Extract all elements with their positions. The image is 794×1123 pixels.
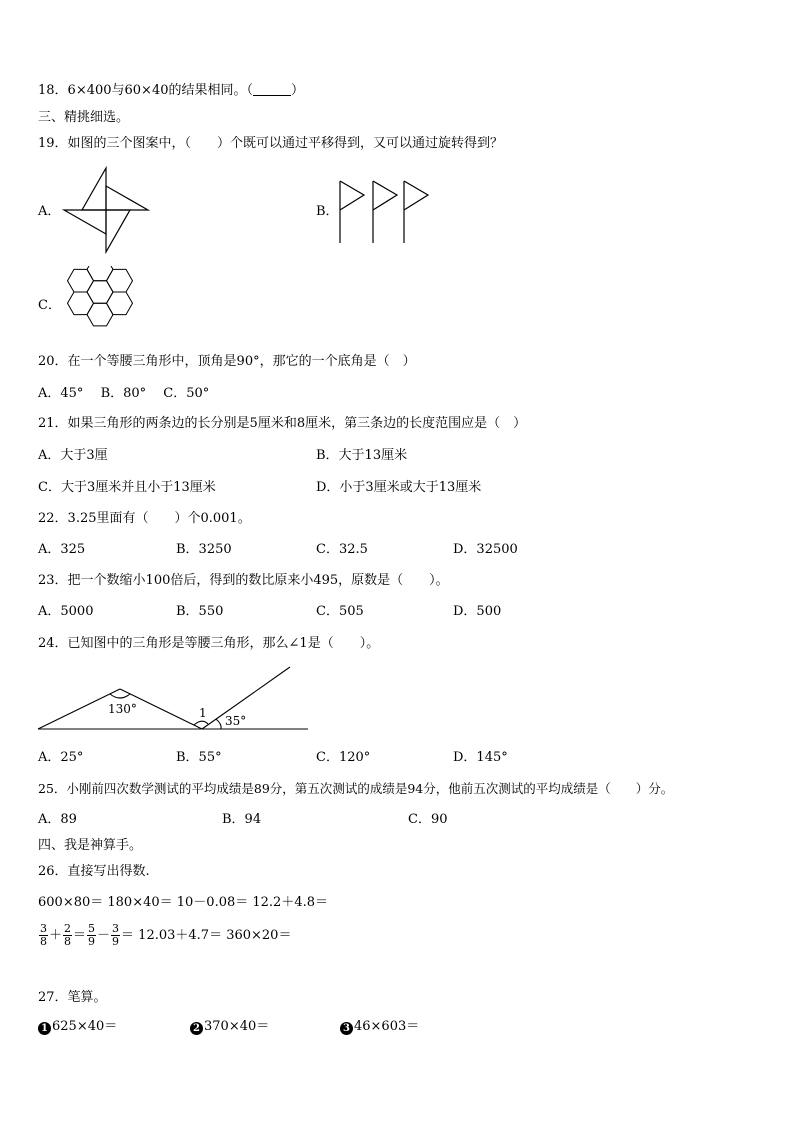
pinwheel-blade-bottom [106, 210, 130, 252]
hexagon-top-left [68, 269, 94, 292]
q22-option-a: A．325 [38, 542, 86, 557]
pinwheel-figure [62, 166, 154, 258]
question-26: 26．直接写出得数. [38, 864, 150, 879]
angle-label-1: 1 [199, 706, 207, 720]
hexagon-center [87, 281, 113, 304]
q18-close: ） [291, 83, 305, 98]
pinwheel-blade-top [82, 168, 106, 210]
q27-expr-1: 625×40＝ [52, 1019, 118, 1034]
q21-option-a: A．大于3厘 [38, 448, 108, 463]
q21-option-c: C．大于3厘米并且小于13厘米 [38, 480, 216, 495]
question-21: 21．如果三角形的两条边的长分别是5厘米和8厘米，第三条边的长度范围应是（ ） [38, 416, 527, 431]
question-18 [38, 83, 304, 99]
angle-arc-1 [194, 721, 208, 725]
q27-item-1 [38, 1019, 117, 1035]
q26-row-2-rest: ＝ 12.03＋4.7＝ 360×20＝ [121, 928, 292, 943]
hexagon-top [87, 266, 113, 281]
question-24: 24．已知图中的三角形是等腰三角形，那么∠1是（ ）。 [38, 636, 380, 651]
q27-expr-2: 370×40＝ [204, 1019, 270, 1034]
circled-number-2: 2 [190, 1022, 203, 1035]
q27-item-3 [340, 1019, 419, 1035]
angle-label-130: 130° [108, 702, 137, 716]
q22-option-b: B．3250 [176, 542, 232, 557]
pinwheel-blade-left [64, 210, 106, 234]
hexagon-top-right [107, 269, 133, 292]
q26-row-1: 600×80＝ 180×40＝ 10－0.08＝ 12.2＋4.8＝ [38, 895, 328, 910]
q24-option-c: C．120° [316, 750, 371, 765]
fraction-5-9: $\frac{5}{9}$ [88, 922, 96, 948]
q21-option-b: B．大于13厘米 [316, 448, 408, 463]
hexagon-pattern-figure [62, 266, 140, 344]
q24-option-a: A．25° [38, 750, 84, 765]
hexagon-bottom-right [107, 292, 133, 315]
question-19: 19．如图的三个图案中，（ ）个既可以通过平移得到，又可以通过旋转得到？ [38, 136, 504, 151]
q19-option-a-label: A． [38, 204, 61, 219]
q19-option-b-label: B． [316, 204, 339, 219]
circled-number-3: 3 [340, 1022, 353, 1035]
minus-sign: － [97, 928, 111, 943]
flag-3 [404, 181, 428, 210]
q24-option-b: B．55° [176, 750, 222, 765]
isosceles-triangle-figure [36, 662, 310, 736]
hexagon-bottom [87, 303, 113, 326]
q18-text: 18．6×400与60×40的结果相同。（ [38, 83, 253, 98]
q22-option-c: C．32.5 [316, 542, 368, 557]
q27-expr-3: 46×603＝ [354, 1019, 420, 1034]
angle-label-35: 35° [225, 714, 247, 728]
answer-blank[interactable] [253, 83, 291, 96]
flag-1 [340, 181, 364, 210]
section-3-heading: 三、精挑细选。 [38, 110, 130, 125]
q25-option-a: A．89 [38, 812, 77, 827]
q25-option-c: C．90 [408, 812, 448, 827]
hexagon-bottom-left [68, 292, 94, 315]
q23-option-a: A．5000 [38, 604, 94, 619]
question-27: 27．笔算。 [38, 990, 107, 1005]
question-20: 20．在一个等腰三角形中，顶角是90°，那它的一个底角是（ ） [38, 354, 416, 369]
q23-option-d: D．500 [453, 604, 502, 619]
fraction-3-8: $\frac{3}{8}$ [40, 922, 47, 948]
fraction-2-8: $\frac{2}{8}$ [64, 922, 72, 948]
equals-sign: ＝ [73, 928, 87, 943]
q27-item-2 [190, 1019, 269, 1035]
q20-options: A．45° B．80° C．50° [38, 386, 210, 401]
section-4-heading: 四、我是神算手。 [38, 838, 143, 853]
question-22: 22．3.25里面有（ ）个0.001。 [38, 511, 251, 526]
circled-number-1: 1 [38, 1022, 51, 1035]
q19-option-c-label: C． [38, 298, 61, 313]
q22-option-d: D．32500 [453, 542, 518, 557]
q23-option-c: C．505 [316, 604, 364, 619]
question-25: 25．小刚前四次数学测试的平均成绩是89分，第五次测试的成绩是94分，他前五次测试的平均成绩是（ ）分。 [38, 781, 674, 796]
plus-sign: ＋ [49, 928, 63, 943]
question-23: 23．把一个数缩小100倍后，得到的数比原来小495，原数是（ ）。 [38, 573, 449, 588]
q21-option-d: D．小于3厘米或大于13厘米 [316, 480, 482, 495]
fraction-3-9: $\frac{3}{9}$ [112, 922, 120, 948]
q26-row-2 [38, 922, 291, 954]
q25-option-b: B．94 [222, 812, 262, 827]
flag-2 [373, 181, 397, 210]
q24-option-d: D．145° [453, 750, 508, 765]
angle-arc-130 [110, 694, 130, 698]
angle-arc-35 [216, 719, 221, 729]
q23-option-b: B．550 [176, 604, 224, 619]
flags-figure [335, 178, 435, 246]
pinwheel-blade-right [106, 186, 148, 210]
